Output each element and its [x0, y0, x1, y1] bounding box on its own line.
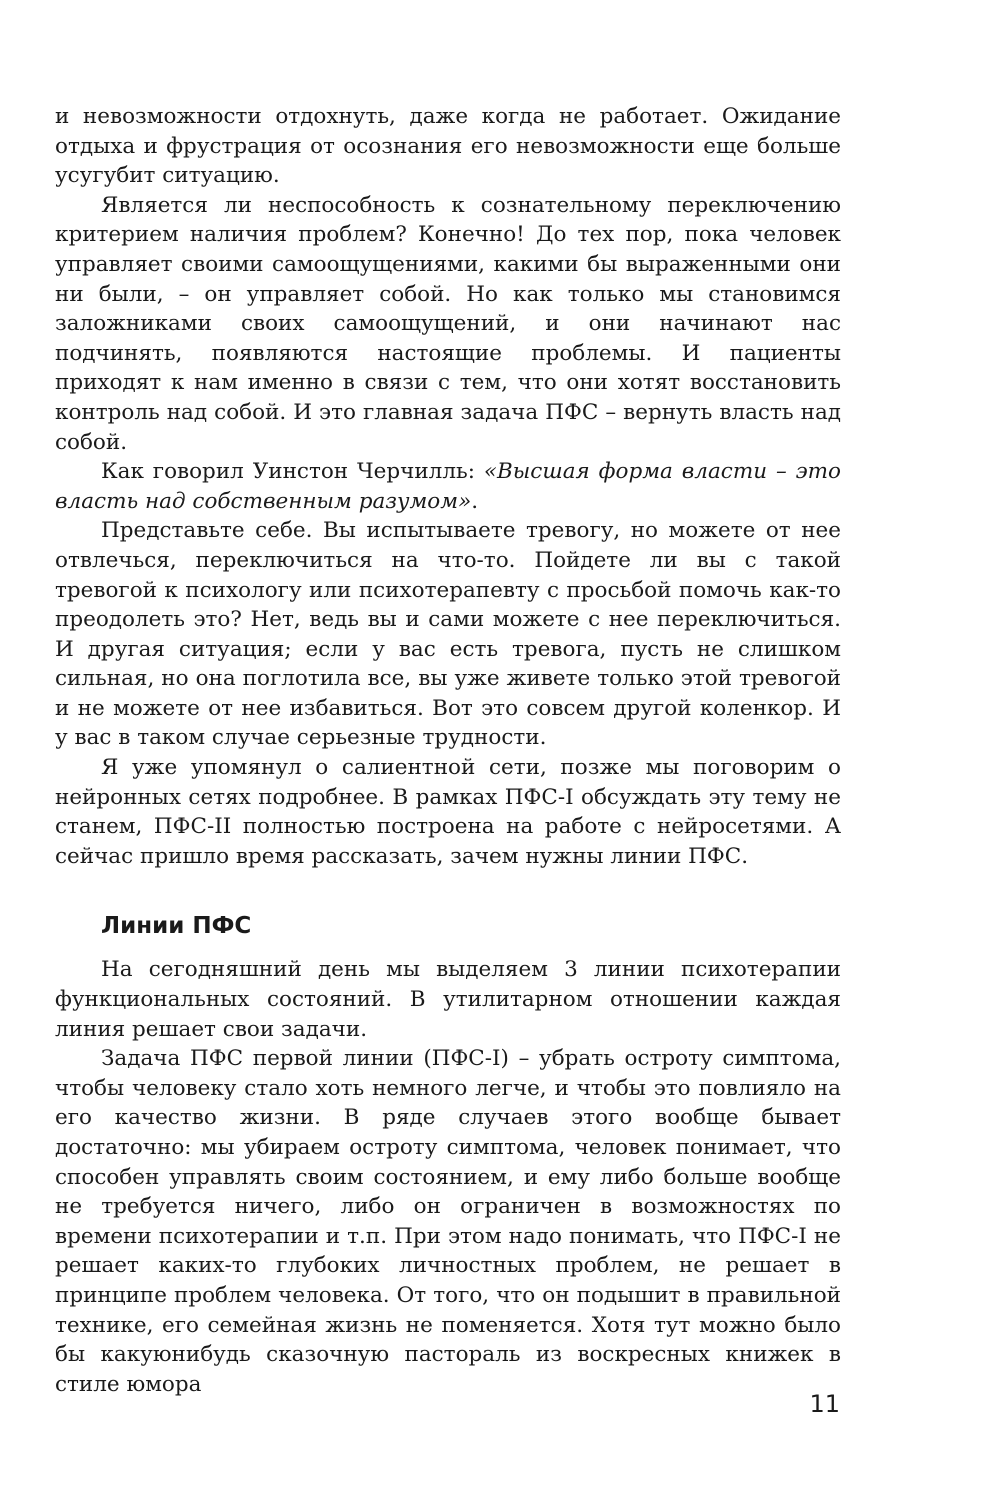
paragraph-continuation: и невозможности отдохнуть, даже когда не работает. Ожидание отдыха и фрустрация от осознания его невозможности еще больше усугубит ситуацию. — [55, 104, 841, 189]
paragraph-salience-network: Я уже упомянул о салиентной сети, позже мы поговорим о нейронных сетях подробнее. В рамках ПФС-I обсуждать эту тему не станем, ПФС-II полностью построена на работе с нейросетями. А сейчас пришло время рассказать, зачем нужны линии ПФС. — [55, 755, 841, 869]
paragraph-churchill-quote — [55, 457, 841, 516]
book-page — [55, 102, 841, 1399]
quote-tail: . — [471, 488, 479, 514]
quote-lead: Как говорил Уинстон Черчилль: — [101, 459, 484, 485]
paragraph-anxiety-example: Представьте себе. Вы испытываете тревогу, но можете от нее отвлечься, переключиться на что-то. Пойдете ли вы с такой тревогой к психологу или психотерапевту с просьбой помочь как-то преодолеть это? Нет, ведь вы и сами можете с нее переключиться. И другая ситуация; если у вас есть тревога, пусть не слишком сильная, но она поглотила все, вы уже живете только этой тревогой и не можете от нее избавиться. Вот это совсем другой коленкор. И у вас в таком случае серьезные трудности. — [55, 518, 841, 751]
churchill-quote: «Высшая форма власти – это власть над собственным разумом» — [55, 459, 841, 514]
page-number: 11 — [809, 1390, 840, 1418]
paragraph-three-lines: На сегодняшний день мы выделяем 3 линии психотерапии функциональных состояний. В утилитарном отношении каждая линия решает свои задачи. — [55, 957, 841, 1042]
section-heading: Линии ПФС — [101, 913, 252, 940]
paragraph-switching-criterion: Является ли неспособность к сознательному переключению критерием наличия проблем? Конечно! До тех пор, пока человек управляет своими самоощущениями, какими бы выраженными они ни были, – он управляет собой. Но как только мы становимся заложниками своих самоощущений, и они начинают нас подчинять, появляются настоящие проблемы. И пациенты приходят к нам именно в связи с тем, что они хотят восстановить контроль над собой. И это главная задача ПФС – вернуть власть над собой. — [55, 192, 841, 455]
paragraph-first-line-task: Задача ПФС первой линии (ПФС-I) – убрать остроту симптома, чтобы человеку стало хоть немного легче, и чтобы это повлияло на его качество жизни. В ряде случаев этого вообще бывает достаточно: мы убираем остроту симптома, человек понимает, что способен управлять своим состоянием, и ему либо больше вообще не требуется ничего, либо он ограничен в возможностях по времени психотерапии и т.п. При этом надо понимать, что ПФС-I не решает каких-то глубоких личностных проблем, не решает в принципе проблем человека. От того, что он подышит в правильной технике, его семейная жизнь не поменяется. Хотя тут можно было бы какуюнибудь сказочную пастораль из воскресных книжек в стиле юмора — [55, 1046, 841, 1397]
